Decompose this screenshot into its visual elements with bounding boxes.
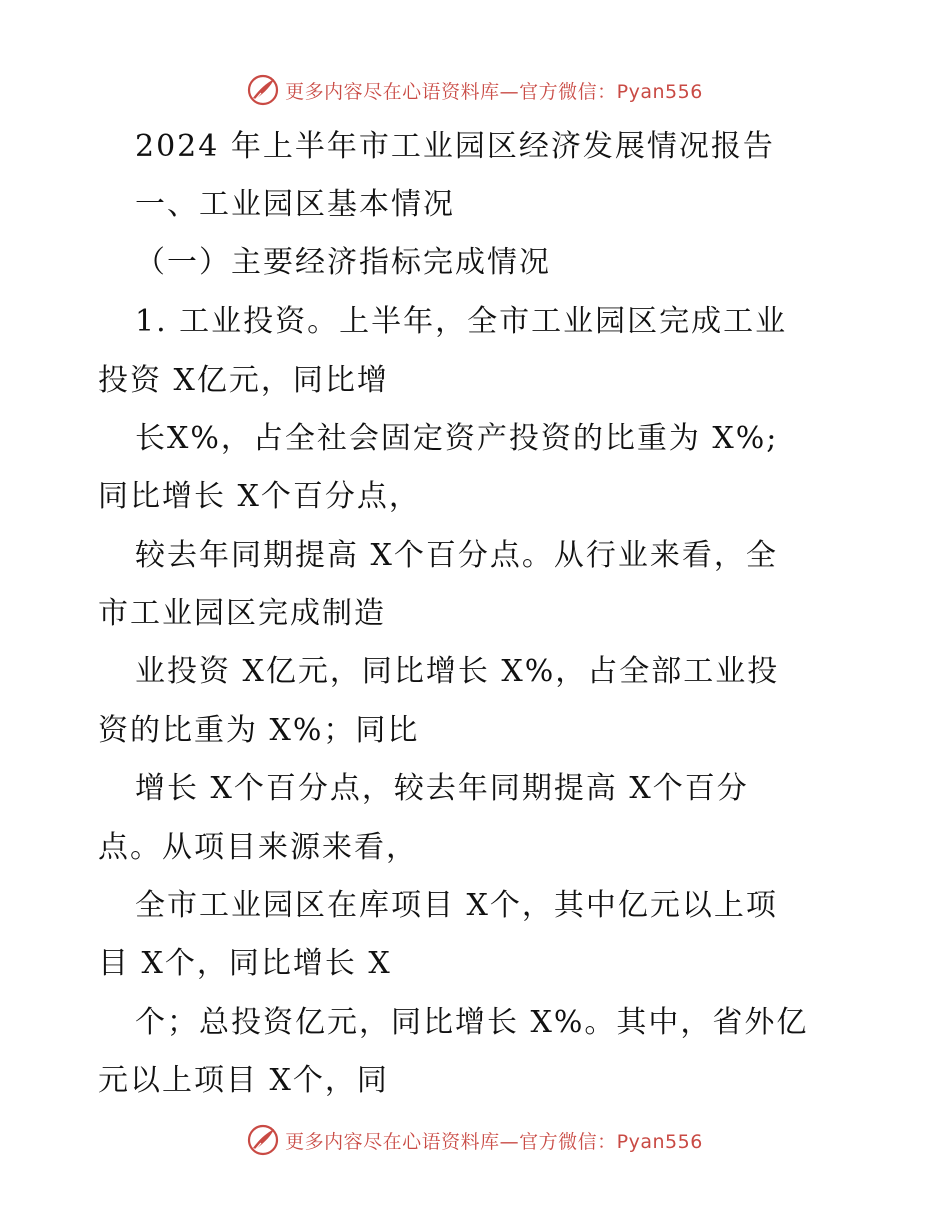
paragraph-line: 点。从项目来源来看，: [98, 830, 418, 865]
document-title: 2024 年上半年市工业园区经济发展情况报告: [135, 129, 775, 164]
quill-pen-logo-icon: [247, 74, 279, 106]
subsection-heading: （一）主要经济指标完成情况: [135, 245, 551, 280]
watermark-text: 更多内容尽在心语资料库—官方微信：Pyan556: [285, 80, 703, 103]
section-heading: 一、工业园区基本情况: [135, 187, 455, 222]
paragraph-line: 1. 工业投资。上半年，全市工业园区完成工业: [135, 304, 788, 339]
paragraph-line: 目 X个，同比增长 X: [98, 946, 392, 981]
paragraph-line: 全市工业园区在库项目 X个，其中亿元以上项: [135, 888, 778, 923]
paragraph-line: 个；总投资亿元，同比增长 X%。其中，省外亿: [135, 1005, 809, 1040]
watermark-banner-top: [0, 70, 950, 110]
paragraph-line: 市工业园区完成制造: [98, 596, 386, 631]
paragraph-line: 增长 X个百分点，较去年同期提高 X个百分: [135, 771, 749, 806]
paragraph-line: 业投资 X亿元，同比增长 X%，占全部工业投: [135, 654, 780, 689]
watermark-text: 更多内容尽在心语资料库—官方微信：Pyan556: [285, 1130, 703, 1153]
paragraph-line: 长X%，占全社会固定资产投资的比重为 X%;: [135, 421, 779, 456]
paragraph-line: 同比增长 X个百分点，: [98, 479, 421, 514]
paragraph-line: 元以上项目 X个，同: [98, 1063, 389, 1098]
paragraph-line: 较去年同期提高 X个百分点。从行业来看，全: [135, 538, 778, 573]
watermark-banner-bottom: [0, 1120, 950, 1160]
quill-pen-logo-icon: [247, 1124, 279, 1156]
paragraph-line: 资的比重为 X%；同比: [98, 713, 420, 748]
paragraph-line: 投资 X亿元，同比增: [98, 363, 389, 398]
